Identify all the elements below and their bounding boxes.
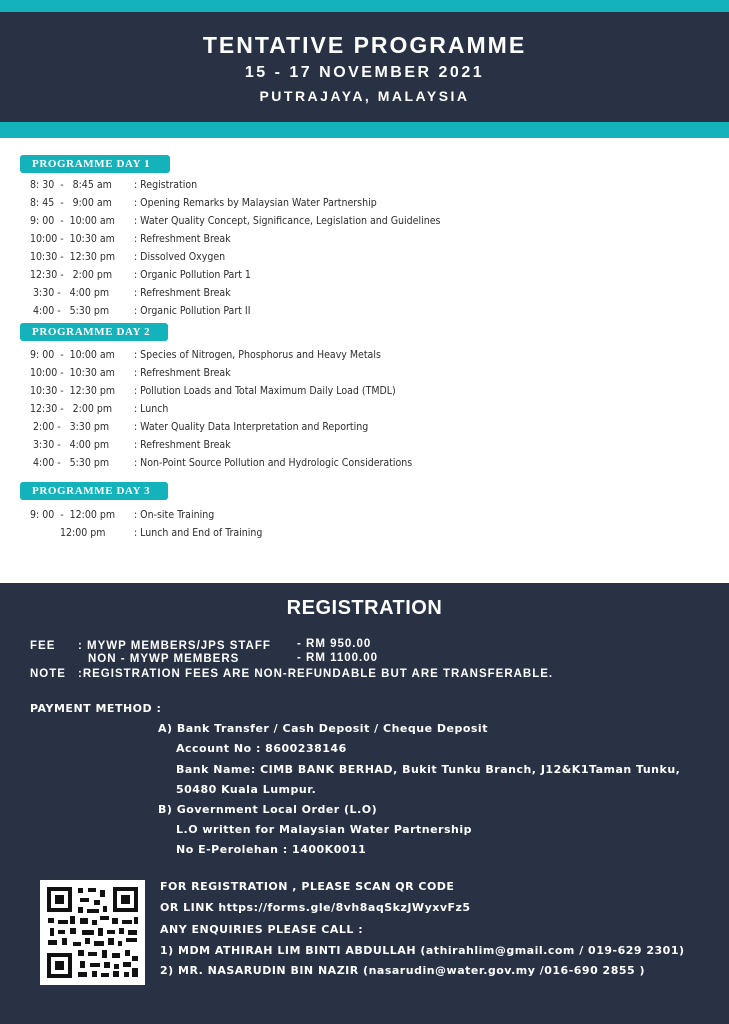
- contact-2: 2) MR. NASARUDIN BIN NAZIR (nasarudin@water.gov.my /016-690 2855 ): [160, 964, 646, 977]
- e-perolehan-number: No E-Perolehan : 1400K0011: [176, 843, 367, 856]
- fee-non-members: NON - MYWP MEMBERS: [88, 653, 240, 665]
- schedule-row: 3:30 - 4:00 pm : Refreshment Break: [30, 439, 231, 451]
- programme-day-3-badge: PROGRAMME DAY 3: [20, 482, 168, 500]
- programme-day-1-badge: PROGRAMME DAY 1: [20, 155, 170, 173]
- schedule-row: 8: 30 - 8:45 am : Registration: [30, 179, 198, 191]
- fee-label: FEE: [30, 640, 56, 652]
- schedule-row: 12:30 - 2:00 pm : Organic Pollution Part 1: [30, 269, 251, 281]
- event-dates: 15 - 17 NOVEMBER 2021: [244, 64, 485, 81]
- schedule-row: 9: 00 - 12:00 pm : On-site Training: [30, 509, 215, 521]
- payment-method-label: PAYMENT METHOD :: [30, 702, 162, 715]
- schedule-row: 10:30 - 12:30 pm : Dissolved Oxygen: [30, 251, 226, 263]
- schedule-row: 9: 00 - 10:00 am : Species of Nitrogen, Phosphorus and Heavy Metals: [30, 349, 381, 361]
- schedule-row: 4:00 - 5:30 pm : Organic Pollution Part II: [30, 305, 251, 317]
- schedule-row: 10:00 - 10:30 am : Refreshment Break: [30, 233, 231, 245]
- note-label: NOTE: [30, 668, 66, 680]
- programme-day-2-badge: PROGRAMME DAY 2: [20, 323, 168, 341]
- payment-option-a: A) Bank Transfer / Cash Deposit / Cheque Deposit: [158, 722, 488, 735]
- registration-panel: [0, 583, 729, 1024]
- fee-non-members-amount: - RM 1100.00: [297, 652, 379, 664]
- bank-name: Bank Name: CIMB BANK BERHAD, Bukit Tunku Branch, J12&K1Taman Tunku,: [176, 763, 681, 776]
- page-title: TENTATIVE PROGRAMME: [202, 32, 527, 58]
- schedule-row: 12:30 - 2:00 pm : Lunch: [30, 403, 169, 415]
- account-number: Account No : 8600238146: [176, 742, 347, 755]
- registration-link[interactable]: OR LINK https://forms.gle/8vh8aqSkzJWyxvFz5: [160, 901, 471, 914]
- schedule-row: 2:00 - 3:30 pm : Water Quality Data Interpretation and Reporting: [30, 421, 369, 433]
- qr-code-icon[interactable]: [40, 880, 145, 985]
- header-accent-strip: [0, 122, 729, 138]
- fee-members: : MYWP MEMBERS/JPS STAFF: [78, 640, 271, 652]
- note-text: :REGISTRATION FEES ARE NON-REFUNDABLE BUT ARE TRANSFERABLE.: [78, 668, 554, 680]
- qr-code-graphic: [40, 880, 145, 985]
- schedule-row: 4:00 - 5:30 pm : Non-Point Source Pollution and Hydrologic Considerations: [30, 457, 413, 469]
- schedule-row: 10:30 - 12:30 pm : Pollution Loads and Total Maximum Daily Load (TMDL): [30, 385, 396, 397]
- contact-1: 1) MDM ATHIRAH LIM BINTI ABDULLAH (athirahlim@gmail.com / 019-629 2301): [160, 944, 685, 957]
- top-accent-strip: [0, 0, 729, 12]
- header-banner: [0, 12, 729, 122]
- scan-qr-instruction: FOR REGISTRATION , PLEASE SCAN QR CODE: [160, 880, 455, 893]
- event-location: PUTRAJAYA, MALAYSIA: [259, 88, 470, 104]
- payment-option-b: B) Government Local Order (L.O): [158, 803, 378, 816]
- schedule-row: 12:00 pm : Lunch and End of Training: [30, 527, 263, 539]
- enquiries-label: ANY ENQUIRIES PLEASE CALL :: [160, 923, 364, 936]
- schedule-row: 8: 45 - 9:00 am : Opening Remarks by Malaysian Water Partnership: [30, 197, 377, 209]
- lo-written-for: L.O written for Malaysian Water Partnership: [176, 823, 473, 836]
- schedule-row: 9: 00 - 10:00 am : Water Quality Concept, Significance, Legislation and Guidelines: [30, 215, 441, 227]
- schedule-row: 10:00 - 10:30 am : Refreshment Break: [30, 367, 231, 379]
- schedule-row: 3:30 - 4:00 pm : Refreshment Break: [30, 287, 231, 299]
- registration-title: REGISTRATION: [286, 597, 443, 619]
- fee-members-amount: - RM 950.00: [297, 638, 372, 650]
- bank-city: 50480 Kuala Lumpur.: [176, 783, 317, 796]
